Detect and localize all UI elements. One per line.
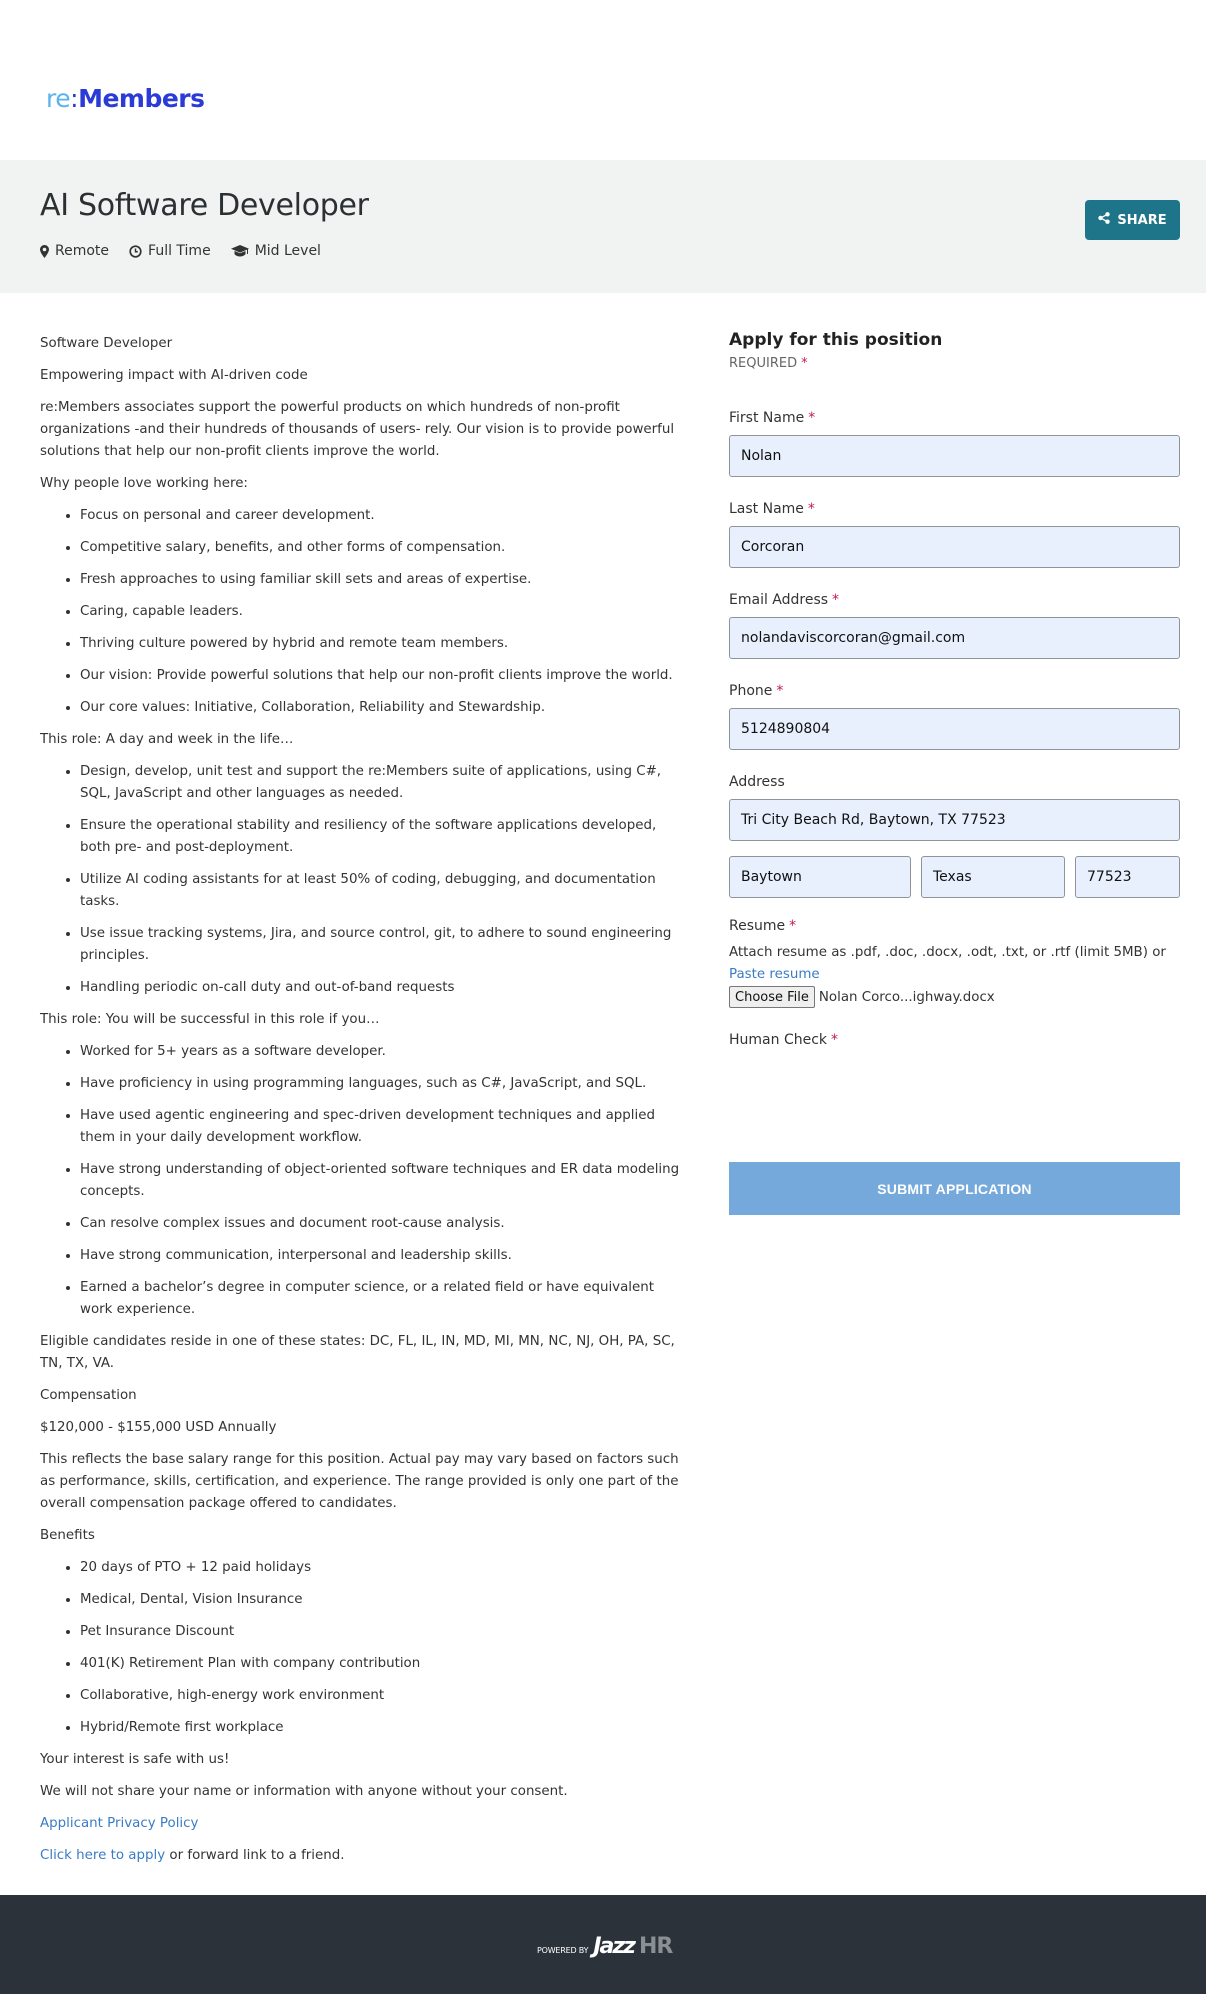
street-input[interactable]: Tri City Beach Rd, Baytown, TX 77523 xyxy=(729,799,1180,841)
desc-comp-note: This reflects the base salary range for this position. Actual pay may vary based on factors such as performance, skills, certification, and experience. The range provided is only one part of the overall compensation package offered to candidates. xyxy=(40,1452,679,1511)
graduation-cap-icon xyxy=(231,245,249,257)
form-title: Apply for this position xyxy=(729,330,943,350)
list-item: • Our vision: Provide powerful solutions that help our non-profit clients improve the world. xyxy=(80,665,690,687)
required-star: * xyxy=(776,683,784,699)
powered-by-label: POWERED BY xyxy=(537,1946,589,1955)
meta-level xyxy=(231,243,321,259)
city-input[interactable]: Baytown xyxy=(729,856,911,898)
human-check-label xyxy=(729,1032,1180,1048)
zip-input[interactable]: 77523 xyxy=(1075,856,1180,898)
map-marker-icon xyxy=(40,245,49,258)
required-star: * xyxy=(807,501,815,517)
apply-link[interactable]: Click here to apply xyxy=(40,1848,166,1863)
human-check-field xyxy=(729,1032,1180,1048)
list-item: • Have strong communication, interpersonal and leadership skills. xyxy=(80,1245,690,1267)
resume-note-text: Attach resume as .pdf, .doc, .docx, .odt, .txt, or .rtf (limit 5MB) or xyxy=(729,945,1166,960)
list-item: • 401(K) Retirement Plan with company contribution xyxy=(80,1653,690,1675)
phone-field xyxy=(729,683,1180,750)
desc-success-heading: This role: You will be successful in this role if you… xyxy=(40,1012,380,1027)
resume-label xyxy=(729,918,1180,934)
last-name-input[interactable]: Corcoran xyxy=(729,526,1180,568)
site-header xyxy=(0,0,1206,160)
desc-benefits-heading: Benefits xyxy=(40,1528,95,1543)
required-star: * xyxy=(831,1032,839,1048)
list-item: • Utilize AI coding assistants for at least 50% of coding, debugging, and documentation tasks. xyxy=(80,869,690,913)
desc-why-heading: Why people love working here: xyxy=(40,476,248,491)
last-name-label xyxy=(729,501,1180,517)
day-list xyxy=(80,761,690,999)
list-item: • Collaborative, high-energy work environment xyxy=(80,1685,690,1707)
meta-level-label: Mid Level xyxy=(254,243,321,259)
powered-by-jazzhr[interactable] xyxy=(537,1936,672,1958)
list-item: • Fresh approaches to using familiar skill sets and areas of expertise. xyxy=(80,569,690,591)
jazzhr-logo-hr: HR xyxy=(638,1934,673,1959)
paste-resume-link[interactable]: Paste resume xyxy=(729,967,820,982)
last-name-field xyxy=(729,501,1180,568)
resume-note xyxy=(729,942,1180,986)
list-item: • Hybrid/Remote first workplace xyxy=(80,1717,690,1739)
desc-share-note: We will not share your name or information with anyone without your consent. xyxy=(40,1784,568,1799)
list-item: • Worked for 5+ years as a software developer. xyxy=(80,1041,690,1063)
logo-text-re: re xyxy=(46,84,71,113)
file-name: Nolan Corco...ighway.docx xyxy=(818,989,995,1005)
human-check-label-text: Human Check xyxy=(729,1032,828,1048)
email-label xyxy=(729,592,1180,608)
desc-comp-heading: Compensation xyxy=(40,1388,137,1403)
required-star: * xyxy=(808,410,816,426)
list-item: • Pet Insurance Discount xyxy=(80,1621,690,1643)
desc-comp-range: $120,000 - $155,000 USD Annually xyxy=(40,1420,277,1435)
logo-text-members: Members xyxy=(78,84,205,113)
phone-input[interactable]: 5124890804 xyxy=(729,708,1180,750)
job-description xyxy=(40,333,690,1877)
list-item: • Design, develop, unit test and support the re:Members suite of applications, using C#, SQL, JavaScript and other languages as needed. xyxy=(80,761,690,805)
job-title: AI Software Developer xyxy=(40,188,369,223)
phone-label xyxy=(729,683,1180,699)
required-note-label: REQUIRED xyxy=(729,356,798,371)
jazzhr-logo-jazz: Jazz xyxy=(593,1934,634,1959)
file-input xyxy=(729,986,1180,1008)
share-icon xyxy=(1098,212,1110,228)
list-item: • Medical, Dental, Vision Insurance xyxy=(80,1589,690,1611)
required-note xyxy=(729,356,1180,371)
list-item: • Have proficiency in using programming languages, such as C#, JavaScript, and SQL. xyxy=(80,1073,690,1095)
resume-field xyxy=(729,918,1180,1008)
benefits-list xyxy=(80,1557,690,1739)
company-logo[interactable] xyxy=(46,86,205,111)
address-label: Address xyxy=(729,774,785,790)
list-item: • Ensure the operational stability and resiliency of the software applications developed, both pre- and post-deployment. xyxy=(80,815,690,859)
list-item: • Can resolve complex issues and document root-cause analysis. xyxy=(80,1213,690,1235)
required-star: * xyxy=(801,356,808,371)
footer xyxy=(0,1895,1206,1994)
required-star: * xyxy=(832,592,840,608)
share-label: SHARE xyxy=(1117,212,1167,228)
list-item: • Earned a bachelor’s degree in computer science, or a related field or have equivalent work experience. xyxy=(80,1277,690,1321)
list-item: • Handling periodic on-call duty and out-of-band requests xyxy=(80,977,690,999)
share-button[interactable] xyxy=(1085,200,1180,240)
application-form xyxy=(729,330,1180,1197)
job-meta xyxy=(40,243,321,259)
meta-location-label: Remote xyxy=(55,243,110,259)
required-star: * xyxy=(789,918,797,934)
list-item: • Have used agentic engineering and spec-driven development techniques and applied them in your daily development workflow. xyxy=(80,1105,690,1149)
desc-eligible-states: Eligible candidates reside in one of these states: DC, FL, IL, IN, MD, MI, MN, NC, NJ, OH, PA, SC, TN, TX, VA. xyxy=(40,1334,675,1371)
why-list xyxy=(80,505,690,719)
privacy-policy-link[interactable]: Applicant Privacy Policy xyxy=(40,1816,199,1831)
meta-location xyxy=(40,243,109,259)
email-input[interactable]: nolandaviscorcoran@gmail.com xyxy=(729,617,1180,659)
first-name-label xyxy=(729,410,1180,426)
logo-text-colon: : xyxy=(70,84,79,113)
choose-file-button[interactable]: Choose File xyxy=(729,986,815,1008)
list-item: • Focus on personal and career development. xyxy=(80,505,690,527)
job-banner xyxy=(0,160,1206,293)
desc-about: re:Members associates support the powerful products on which hundreds of non-profit organizations -and their hundreds of thousands of users- rely. Our vision is to provide powerful solutions that help our non-profit clients improve the world. xyxy=(40,400,675,459)
list-item: • Thriving culture powered by hybrid and remote team members. xyxy=(80,633,690,655)
address-field xyxy=(729,774,1180,841)
list-item: • Use issue tracking systems, Jira, and source control, git, to adhere to sound engineering principles. xyxy=(80,923,690,967)
list-item: • Our core values: Initiative, Collaboration, Reliability and Stewardship. xyxy=(80,697,690,719)
list-item: • 20 days of PTO + 12 paid holidays xyxy=(80,1557,690,1579)
clock-icon xyxy=(129,245,142,258)
email-field xyxy=(729,592,1180,659)
list-item: • Have strong understanding of object-oriented software techniques and ER data modeling concepts. xyxy=(80,1159,690,1203)
apply-suffix: or forward link to a friend. xyxy=(165,1848,345,1863)
email-label-text: Email Address xyxy=(729,592,829,608)
list-item: • Caring, capable leaders. xyxy=(80,601,690,623)
address-row xyxy=(729,856,1180,898)
resume-label-text: Resume xyxy=(729,918,786,934)
first-name-label-text: First Name xyxy=(729,410,805,426)
first-name-input[interactable]: Nolan xyxy=(729,435,1180,477)
success-list xyxy=(80,1041,690,1321)
phone-label-text: Phone xyxy=(729,683,773,699)
desc-tagline: Empowering impact with AI-driven code xyxy=(40,368,308,383)
desc-safe: Your interest is safe with us! xyxy=(40,1752,230,1767)
last-name-label-text: Last Name xyxy=(729,501,804,517)
state-input[interactable]: Texas xyxy=(921,856,1065,898)
meta-type xyxy=(129,243,211,259)
desc-day-heading: This role: A day and week in the life… xyxy=(40,732,294,747)
first-name-field xyxy=(729,410,1180,477)
list-item: • Competitive salary, benefits, and other forms of compensation. xyxy=(80,537,690,559)
desc-subtitle: Software Developer xyxy=(40,336,173,351)
submit-application-button[interactable]: SUBMIT APPLICATION xyxy=(729,1162,1180,1215)
meta-type-label: Full Time xyxy=(148,243,211,259)
